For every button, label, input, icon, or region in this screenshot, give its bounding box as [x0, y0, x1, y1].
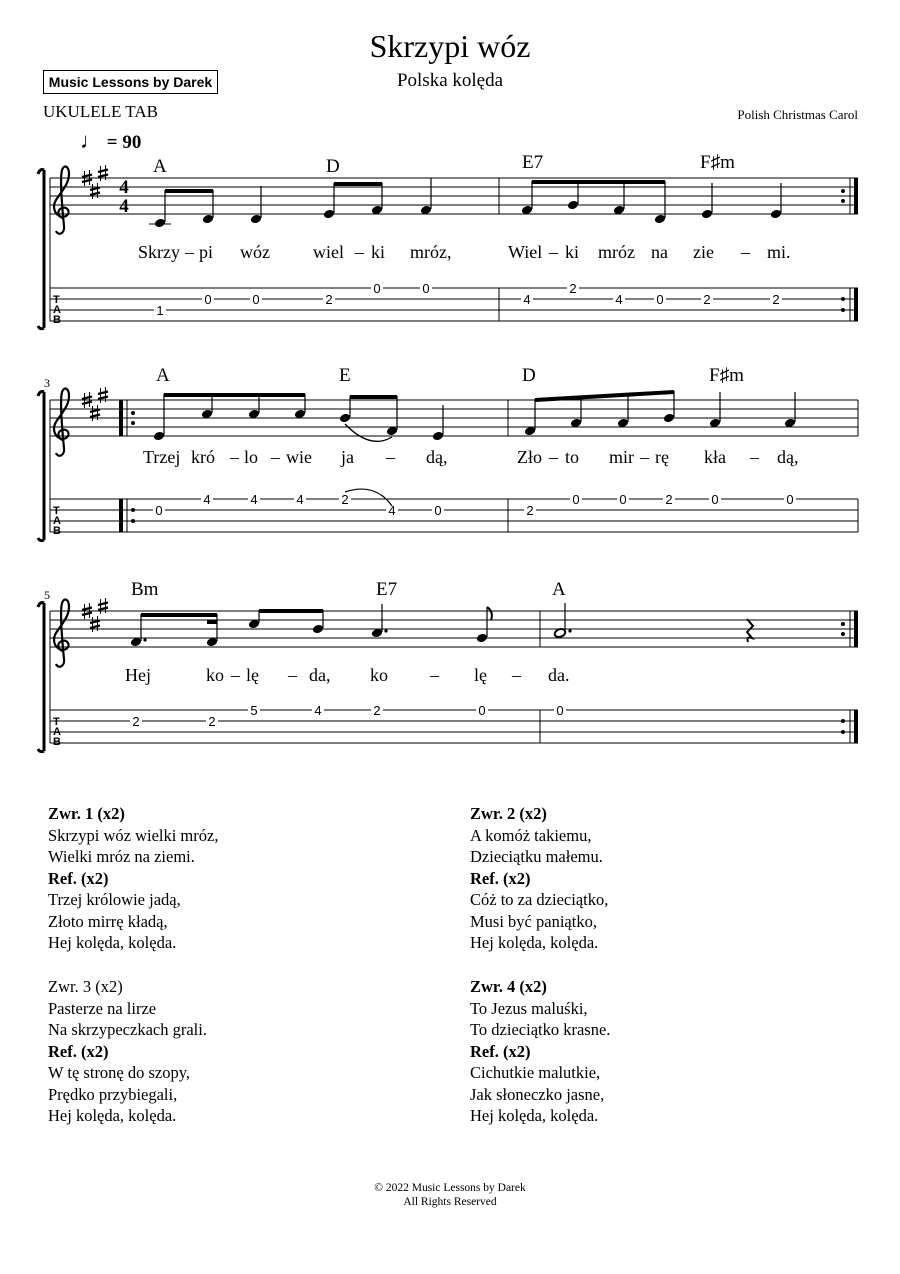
tab-fret: 0: [434, 503, 442, 518]
tab-fret: 2: [132, 714, 140, 729]
lyric-syllable: –: [185, 242, 194, 262]
measure-number: 3: [44, 376, 50, 390]
lyric-syllable: to: [565, 447, 580, 467]
refrain-heading: Ref. (x2): [48, 1041, 109, 1061]
tab-numbers-line-3: [130, 703, 566, 729]
treble-clef-icon: [54, 389, 69, 456]
system-bracket: [38, 170, 44, 329]
refrain-line: Hej kolęda, kolęda.: [48, 1106, 177, 1125]
verse-heading: Zwr. 3 (x2): [48, 977, 123, 996]
tab-fret: 4: [615, 292, 623, 307]
verse-3: [48, 976, 207, 1127]
svg-text:B: B: [53, 736, 61, 748]
repeat-end: [841, 611, 856, 743]
lyric-syllable: wóz: [240, 242, 270, 262]
copyright: © 2022 Music Lessons by Darek: [374, 1182, 526, 1194]
publisher-badge: Music Lessons by Darek: [43, 70, 218, 94]
lyric-syllable: Trzej: [143, 447, 181, 467]
notes-measure-4: [524, 391, 796, 436]
tempo-value: = 90: [106, 132, 142, 153]
repeat-start: [121, 400, 135, 532]
chord: F♯m: [709, 365, 744, 386]
notes-measure-2: [521, 181, 782, 224]
system-1: [38, 152, 858, 329]
quarter-rest-icon: [747, 619, 753, 642]
composer-label: Polish Christmas Carol: [737, 107, 858, 122]
refrain-line: Cóż to za dzieciątko,: [470, 890, 609, 909]
verse-1: [48, 803, 218, 954]
lyric-syllable: da.: [548, 665, 570, 685]
tab-fret: 2: [665, 492, 673, 507]
system-bracket: [38, 603, 44, 752]
verse-heading: Zwr. 2 (x2): [470, 804, 547, 823]
refrain-line: Hej kolęda, kolęda.: [470, 1106, 599, 1125]
chord: D: [522, 365, 536, 386]
refrain-line: Złoto mirrę kładą,: [48, 911, 168, 931]
tab-fret: 0: [204, 292, 212, 307]
treble-clef-icon: [54, 600, 69, 667]
chord: F♯m: [700, 152, 735, 173]
verse-line: Pasterze na lirze: [48, 998, 157, 1018]
tab-fret: 0: [656, 292, 664, 307]
chord: D: [326, 156, 340, 177]
lyric-syllable: Skrzy: [138, 242, 180, 262]
lyric-syllable: pi: [199, 242, 214, 262]
refrain-heading: Ref. (x2): [48, 868, 109, 888]
treble-clef-icon: [54, 167, 69, 234]
refrain-line: W tę stronę do szopy,: [48, 1063, 191, 1082]
key-signature: [82, 165, 108, 199]
verse-line: Wielki mróz na ziemi.: [48, 847, 195, 866]
lyric-syllable: –: [230, 447, 239, 467]
tab-fret: 0: [786, 492, 794, 507]
lyric-syllable: mi.: [767, 242, 791, 262]
lyric-syllable: rę: [655, 447, 669, 467]
lyric-syllable: –: [355, 242, 364, 262]
time-sig-top: 4: [119, 177, 129, 198]
lyric-syllable: –: [386, 447, 395, 467]
tab-fret: 4: [388, 503, 396, 518]
lyric-syllable: lo: [244, 447, 259, 467]
verse-line: To Jezus maluśki,: [470, 998, 588, 1018]
lyric-syllable: ko: [370, 665, 388, 685]
lyric-syllable: da,: [309, 665, 331, 685]
tab-fret: 0: [556, 703, 564, 718]
lyric-syllable: Hej: [125, 665, 151, 685]
tab-fret: 5: [250, 703, 258, 718]
verse-2: [470, 803, 608, 954]
footer: [0, 1181, 900, 1209]
chord: E7: [522, 152, 544, 173]
lyric-syllable: –: [741, 242, 750, 262]
tab-fret: 1: [156, 303, 164, 318]
tab-clef-icon: T: [53, 294, 60, 306]
chord: E: [339, 365, 351, 386]
refrain-line: Musi być paniątko,: [470, 911, 597, 931]
repeat-end: [841, 178, 856, 321]
tab-lines: [50, 288, 858, 321]
instrument-label: UKULELE TAB: [43, 102, 158, 121]
lyric-syllable: dą,: [426, 447, 448, 467]
lyric-syllable: ki: [371, 242, 386, 262]
svg-text:B: B: [53, 525, 61, 537]
lyrics-line-2: [143, 447, 799, 467]
tab-fret: 4: [314, 703, 322, 718]
refrain-line: Cichutkie malutkie,: [470, 1063, 601, 1082]
lyric-syllable: –: [512, 665, 521, 685]
lyrics-line-3: [125, 665, 570, 685]
svg-text:A: A: [53, 726, 61, 738]
measure-number: 5: [44, 588, 50, 602]
refrain-heading: Ref. (x2): [470, 1041, 531, 1061]
tab-fret: 4: [523, 292, 531, 307]
system-bracket: [38, 392, 44, 541]
tab-clef-icon: T: [53, 716, 60, 728]
svg-text:A: A: [53, 515, 61, 527]
tab-fret: 4: [296, 492, 304, 507]
refrain-line: Hej kolęda, kolęda.: [470, 933, 599, 952]
lyric-syllable: ki: [565, 242, 580, 262]
tab-fret: 0: [478, 703, 486, 718]
verse-4: [470, 976, 610, 1127]
lyric-syllable: lę: [246, 665, 259, 685]
notes-measure-1: [149, 178, 432, 228]
tab-fret: 2: [325, 292, 333, 307]
lyrics-line-1: [138, 242, 791, 262]
tab-fret: 4: [203, 492, 211, 507]
lyric-syllable: –: [549, 447, 558, 467]
svg-text:A: A: [53, 304, 61, 316]
staff-lines: [50, 178, 858, 214]
lyric-syllable: wie: [286, 447, 312, 467]
chord: A: [156, 365, 170, 386]
verse-line: Na skrzypeczkach grali.: [48, 1020, 207, 1039]
lyric-syllable: –: [271, 447, 280, 467]
tab-fret: 2: [569, 281, 577, 296]
verse-heading: Zwr. 4 (x2): [470, 977, 547, 996]
rights-notice: All Rights Reserved: [403, 1196, 497, 1208]
lyric-syllable: mróz,: [410, 242, 452, 262]
lyric-syllable: –: [640, 447, 649, 467]
tab-fret: 2: [373, 703, 381, 718]
chord: A: [552, 579, 566, 600]
time-sig-bottom: 4: [119, 196, 129, 217]
notes-measure-6: [554, 603, 753, 642]
lyric-syllable: dą,: [777, 447, 799, 467]
lyric-syllable: Wiel: [508, 242, 543, 262]
system-3: [38, 579, 858, 752]
lyric-syllable: ko: [206, 665, 224, 685]
lyric-syllable: na: [651, 242, 668, 262]
lyric-syllable: wiel: [313, 242, 344, 262]
chord: E7: [376, 579, 398, 600]
song-title: Skrzypi wóz: [369, 28, 531, 64]
lyric-syllable: mróz: [598, 242, 635, 262]
refrain-line: Trzej królowie jadą,: [48, 890, 181, 909]
lyric-syllable: –: [549, 242, 558, 262]
verse-line: Dzieciątku małemu.: [470, 847, 603, 866]
lyric-syllable: –: [288, 665, 297, 685]
song-subtitle: Polska kolęda: [396, 70, 504, 91]
chord-symbols: [153, 152, 735, 177]
lyric-syllable: –: [231, 665, 240, 685]
lyric-syllable: –: [750, 447, 759, 467]
tab-fret: 0: [252, 292, 260, 307]
tab-fret: 4: [250, 492, 258, 507]
refrain-heading: Ref. (x2): [470, 868, 531, 888]
lyric-syllable: ja: [341, 447, 354, 467]
lyric-syllable: kła: [704, 447, 726, 467]
lyric-syllable: mir: [609, 447, 634, 467]
refrain-line: Hej kolęda, kolęda.: [48, 933, 177, 952]
quarter-note-icon: ♩: [80, 128, 102, 153]
refrain-line: Jak słoneczko jasne,: [470, 1084, 605, 1104]
lyric-syllable: zie: [693, 242, 714, 262]
tab-fret: 0: [373, 281, 381, 296]
tab-fret: 0: [422, 281, 430, 296]
verse-line: Skrzypi wóz wielki mróz,: [48, 825, 219, 845]
lyric-syllable: lę: [474, 665, 487, 685]
svg-text:B: B: [53, 314, 61, 326]
tab-fret: 2: [341, 492, 349, 507]
chord: A: [153, 156, 167, 177]
lyric-syllable: kró: [191, 447, 215, 467]
lyric-syllable: –: [430, 665, 439, 685]
refrain-line: Prędko przybiegali,: [48, 1084, 178, 1104]
verse-line: To dzieciątko krasne.: [470, 1020, 611, 1039]
verse-heading: Zwr. 1 (x2): [48, 804, 125, 823]
tab-fret: 2: [526, 503, 534, 518]
tab-fret: 2: [703, 292, 711, 307]
tab-fret: 0: [711, 492, 719, 507]
tab-fret: 0: [619, 492, 627, 507]
system-2: [38, 365, 858, 541]
tab-fret: 2: [772, 292, 780, 307]
tab-fret: 2: [208, 714, 216, 729]
verse-line: A komóż takiemu,: [470, 825, 592, 845]
tab-clef-icon: T: [53, 505, 60, 517]
tab-fret: 0: [572, 492, 580, 507]
tab-fret: 0: [155, 503, 163, 518]
lyric-syllable: Zło: [517, 447, 542, 467]
tab-numbers-line-2: [153, 489, 796, 518]
chord: Bm: [131, 579, 159, 600]
